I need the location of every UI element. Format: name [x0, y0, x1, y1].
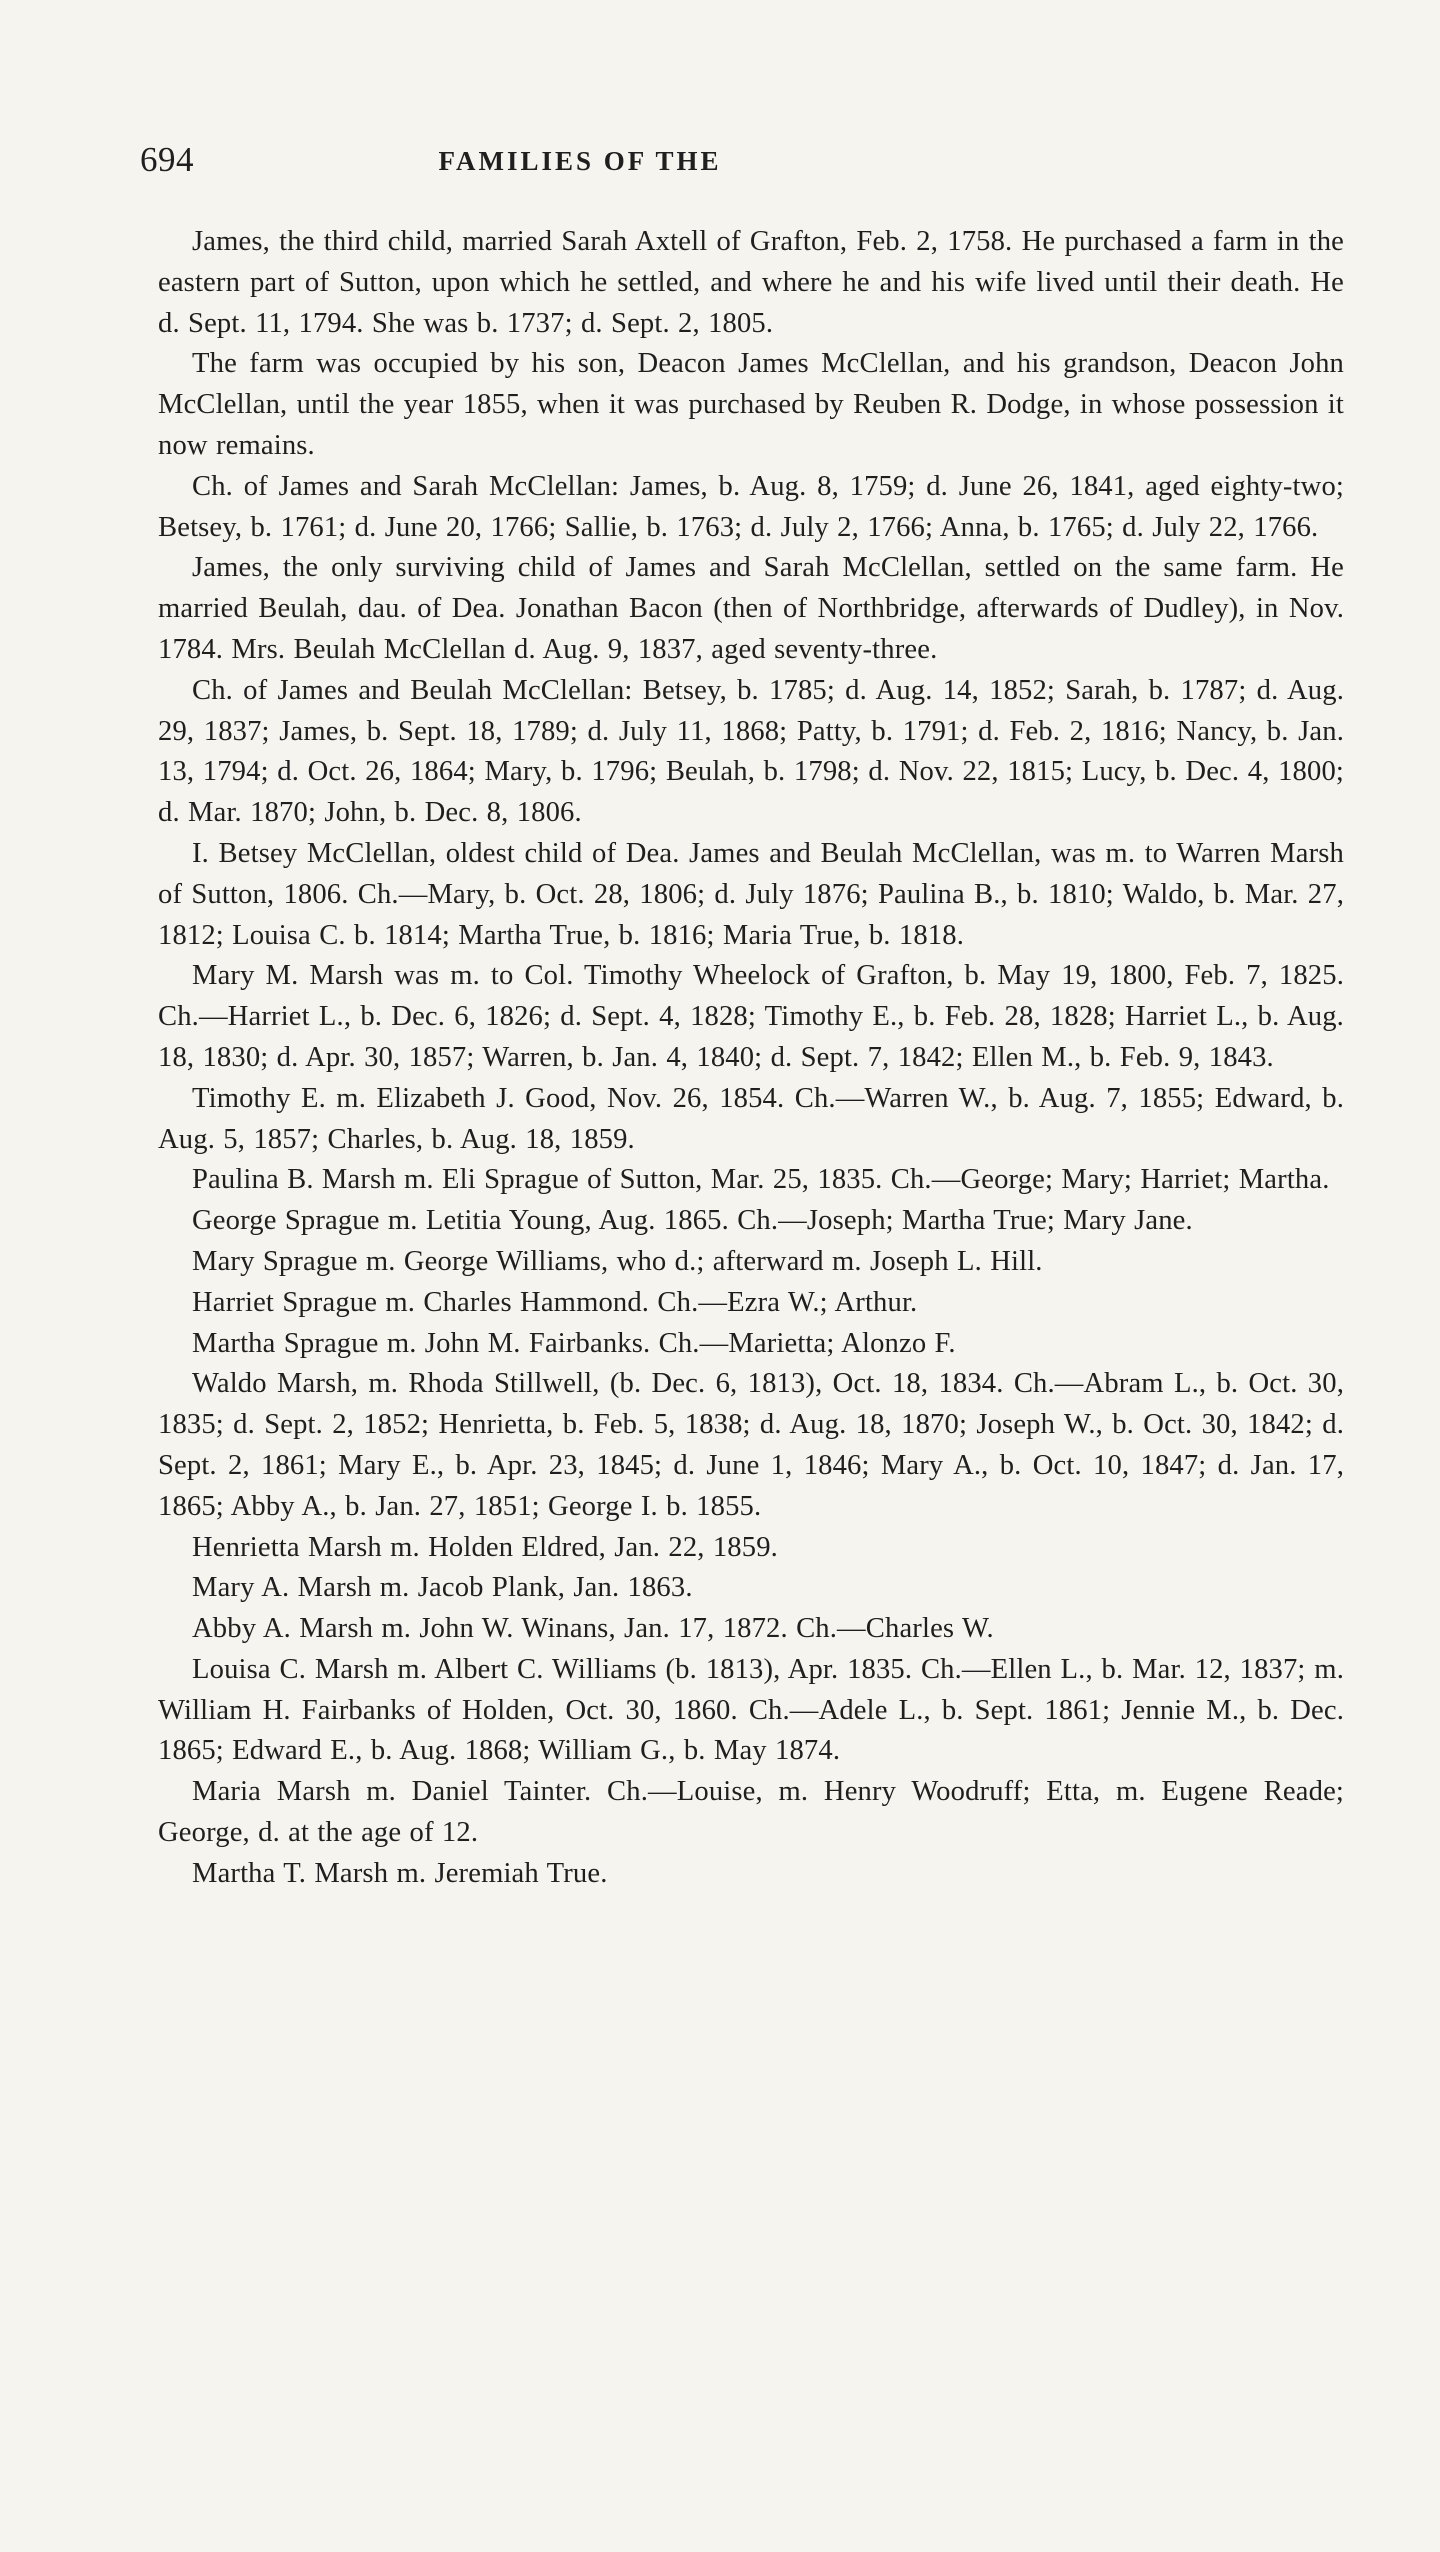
paragraph: Mary Sprague m. George Williams, who d.; afterward m. Joseph L. Hill.: [192, 1245, 1043, 1277]
paragraph: The farm was occupied by his son, Deacon James McClellan, and his grandson, Deacon John McClellan, until the year 1855, when it was purchased by Reuben R. Dodge, in whose possession it now remains.: [158, 348, 1344, 461]
paragraph: I. Betsey McClellan, oldest child of Dea. James and Beulah McClellan, was m. to Warren Marsh of Sutton, 1806. Ch.—Mary, b. Oct. 28, 1806; d. July 1876; Paulina B., b. 1810; Waldo, b. Mar. 27, 1812; Louisa C. b. 1814; Martha True, b. 1816; Maria True, b. 1818.: [158, 837, 1344, 951]
paragraph: Abby A. Marsh m. John W. Winans, Jan. 17, 1872. Ch.—Charles W.: [192, 1613, 994, 1645]
paragraph: Waldo Marsh, m. Rhoda Stillwell, (b. Dec. 6, 1813), Oct. 18, 1834. Ch.—Abram L., b. Oct. 30, 1835; d. Sept. 2, 1852; Henrietta, b. Feb. 5, 1838; d. Aug. 18, 1870; Joseph W., b. Oct. 30, 1842; d. Sept. 2, 1861; Mary E., b. Apr. 23, 1845; d. June 1, 1846; Mary A., b. Oct. 10, 1847; d. Jan. 17, 1865; Abby A., b. Jan. 27, 1851; George I. b. 1855.: [158, 1368, 1344, 1522]
paragraph: Paulina B. Marsh m. Eli Sprague of Sutton, Mar. 25, 1835. Ch.—George; Mary; Harriet; Martha.: [192, 1164, 1330, 1196]
paragraph: Timothy E. m. Elizabeth J. Good, Nov. 26, 1854. Ch.—Warren W., b. Aug. 7, 1855; Edward, b. Aug. 5, 1857; Charles, b. Aug. 18, 1859.: [158, 1082, 1344, 1155]
page-number: 694: [140, 140, 194, 179]
paragraph: Ch. of James and Sarah McClellan: James, b. Aug. 8, 1759; d. June 26, 1841, aged eighty-two; Betsey, b. 1761; d. June 20, 1766; Sallie, b. 1763; d. July 2, 1766; Anna, b. 1765; d. July 22, 1766.: [158, 470, 1344, 543]
paragraph: Mary M. Marsh was m. to Col. Timothy Wheelock of Grafton, b. May 19, 1800, Feb. 7, 1825. Ch.—Harriet L., b. Dec. 6, 1826; d. Sept. 4, 1828; Timothy E., b. Feb. 28, 1828; Harriet L., b. Aug. 18, 1830; d. Apr. 30, 1857; Warren, b. Jan. 4, 1840; d. Sept. 7, 1842; Ellen M., b. Feb. 9, 1843.: [158, 960, 1344, 1073]
paragraph: Martha T. Marsh m. Jeremiah True.: [192, 1857, 608, 1889]
paragraph: James, the only surviving child of James and Sarah McClellan, settled on the same farm. He married Beulah, dau. of Dea. Jonathan Bacon (then of Northbridge, afterwards of Dudley), in Nov. 1784. Mrs. Beulah McClellan d. Aug. 9, 1837, aged seventy-three.: [158, 552, 1344, 665]
page-header: [140, 138, 1340, 182]
paragraph: Harriet Sprague m. Charles Hammond. Ch.—Ezra W.; Arthur.: [192, 1286, 918, 1318]
paragraph: Maria Marsh m. Daniel Tainter. Ch.—Louise, m. Henry Woodruff; Etta, m. Eugene Reade; George, d. at the age of 12.: [158, 1776, 1344, 1849]
paragraph: Henrietta Marsh m. Holden Eldred, Jan. 22, 1859.: [192, 1531, 778, 1563]
paragraph: Ch. of James and Beulah McClellan: Betsey, b. 1785; d. Aug. 14, 1852; Sarah, b. 1787; d. Aug. 29, 1837; James, b. Sept. 18, 1789; d. July 11, 1868; Patty, b. 1791; d. Feb. 2, 1816; Nancy, b. Jan. 13, 1794; d. Oct. 26, 1864; Mary, b. 1796; Beulah, b. 1798; d. Nov. 22, 1815; Lucy, b. Dec. 4, 1800; d. Mar. 1870; John, b. Dec. 8, 1806.: [158, 674, 1344, 829]
paragraph: Martha Sprague m. John M. Fairbanks. Ch.—Marietta; Alonzo F.: [192, 1327, 956, 1359]
body-text: [158, 222, 1344, 1895]
paragraph: Louisa C. Marsh m. Albert C. Williams (b. 1813), Apr. 1835. Ch.—Ellen L., b. Mar. 12, 1837; m. William H. Fairbanks of Holden, Oct. 30, 1860. Ch.—Adele L., b. Sept. 1861; Jennie M., b. Dec. 1865; Edward E., b. Aug. 1868; William G., b. May 1874.: [158, 1653, 1344, 1767]
paragraph: George Sprague m. Letitia Young, Aug. 1865. Ch.—Joseph; Martha True; Mary Jane.: [192, 1205, 1193, 1237]
paragraph: James, the third child, married Sarah Axtell of Grafton, Feb. 2, 1758. He purchased a farm in the eastern part of Sutton, upon which he settled, and where he and his wife lived until their death. He d. Sept. 11, 1794. She was b. 1737; d. Sept. 2, 1805.: [158, 226, 1344, 339]
paragraph: Mary A. Marsh m. Jacob Plank, Jan. 1863.: [192, 1572, 693, 1604]
running-head: FAMILIES OF THE: [438, 146, 722, 176]
